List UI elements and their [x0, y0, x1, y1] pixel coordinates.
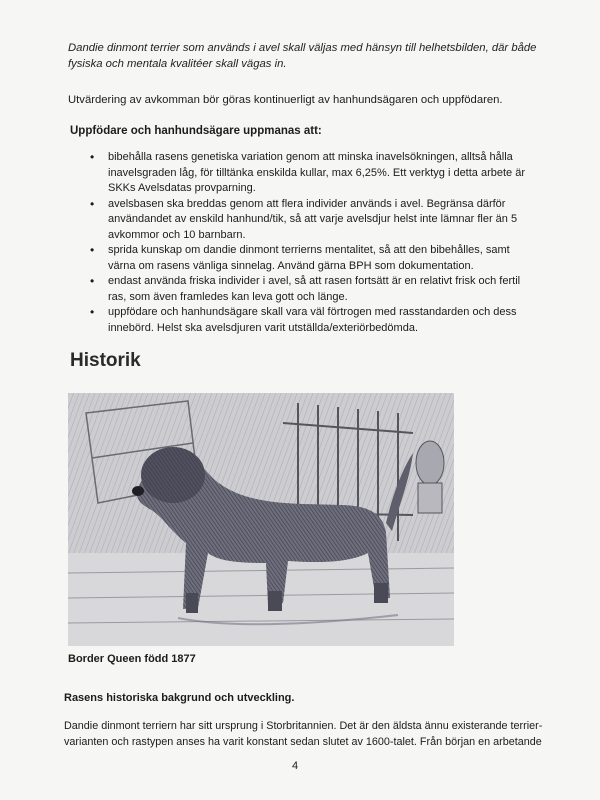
list-item: • uppfödare och hanhundsägare skall vara väl förtrogen med rasstandarden och dess innebörd. Helst ska avelsdjuren varit utställda/exteriörbedömda.	[90, 305, 530, 336]
dandie-dinmont-illustration	[68, 393, 454, 646]
background-subheading: Rasens historiska bakgrund och utveckling.	[64, 692, 295, 704]
list-item: • bibehålla rasens genetiska variation genom att minska inavelsökningen, alltså hålla inavelsgraden låg, för tilltänka enskilda kullar, max 6,25%. Ett verktyg i detta arbete är SKKs Avelsdatas provparning.	[90, 150, 530, 197]
owners-subheading: Uppfödare och hanhundsägare uppmanas att:	[70, 125, 322, 137]
list-item: • avelsbasen ska breddas genom att flera individer används i avel. Begränsa därför användandet av enskild hanhund/tik, så att varje avelsdjur helst inte lämnar fler än 5 avkommor och 10 barnbarn.	[90, 197, 530, 244]
intro-italic-text: Dandie dinmont terrier som används i avel skall väljas med hänsyn till helhetsbilden, där både fysiska och mentala kvalitéer skall vägas in.	[68, 42, 537, 70]
historik-heading: Historik	[70, 350, 141, 371]
figure-caption: Border Queen född 1877	[68, 653, 196, 665]
page-number: 4	[292, 760, 299, 772]
recommendation-list	[90, 150, 530, 336]
background-paragraph: Dandie dinmont terriern har sitt ursprung i Storbritannien. Det är den äldsta ännu existerande terrier-varianten och rastypen anses ha varit konstant sedan slutet av 1600-talet. Från början en arbetande	[64, 720, 543, 748]
dog-engraving-figure	[68, 393, 454, 646]
list-item: • endast använda friska individer i avel, så att rasen fortsätt är en relativt frisk och fertil ras, som även framledes kan leva gott och länge.	[90, 274, 530, 305]
evaluation-paragraph: Utvärdering av avkomman bör göras kontinuerligt av hanhundsägaren och uppfödaren.	[68, 94, 503, 106]
list-item: • sprida kunskap om dandie dinmont terrierns mentalitet, så att den bibehålles, samt värna om rasens vänliga sinnelag. Använd gärna BPH som dokumentation.	[90, 243, 530, 274]
